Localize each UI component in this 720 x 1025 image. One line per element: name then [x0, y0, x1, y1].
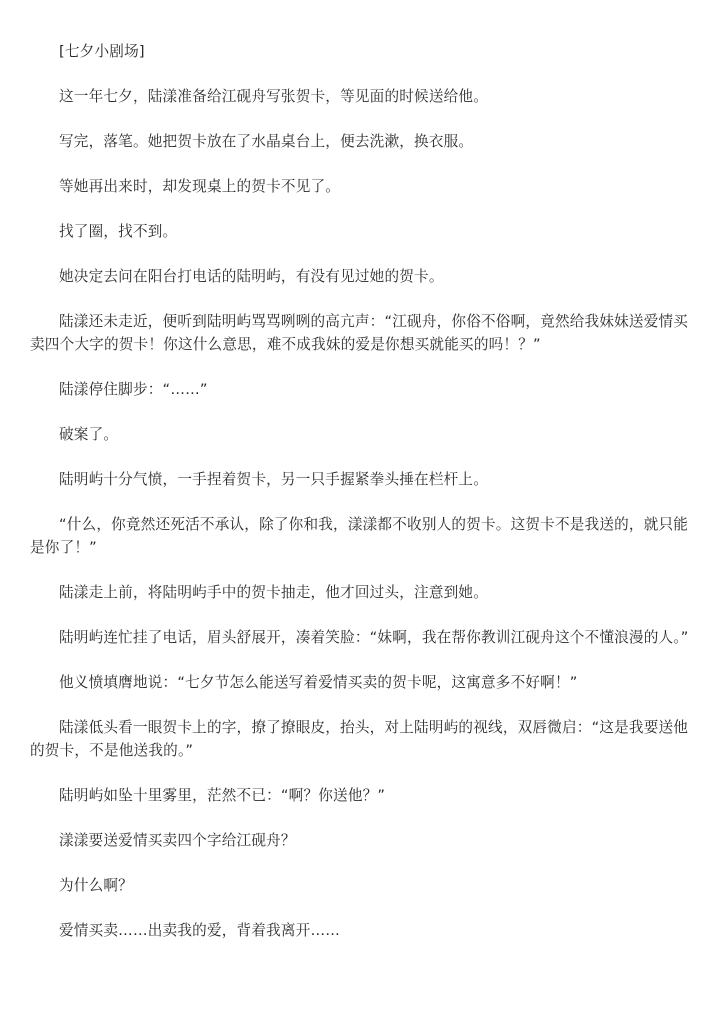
- paragraph-heading: [七夕小剧场]: [59, 43, 145, 60]
- paragraph: 找了圈，找不到。: [59, 223, 178, 240]
- paragraph: 她决定去问在阳台打电话的陆明屿，有没有见过她的贺卡。: [59, 268, 444, 285]
- paragraph: 漾漾要送爱情买卖四个字给江砚舟？: [59, 832, 296, 849]
- paragraph: 破案了。: [59, 426, 119, 443]
- paragraph: 写完，落笔。她把贺卡放在了水晶桌台上，便去洗漱，换衣服。: [59, 133, 474, 150]
- paragraph: 陆漾走上前，将陆明屿手中的贺卡抽走，他才回过头，注意到她。: [59, 584, 489, 601]
- paragraph: 陆明屿十分气愤，一手捏着贺卡，另一只手握紧拳头捶在栏杆上。: [59, 471, 489, 488]
- paragraph: 爱情买卖……出卖我的爱，背着我离开……: [59, 922, 341, 939]
- paragraph: 等她再出来时，却发现桌上的贺卡不见了。: [59, 178, 341, 195]
- paragraph: 陆明屿连忙挂了电话，眉头舒展开，凑着笑脸：“妹啊，我在帮你教训江砚舟这个不懂浪漫的人。”: [59, 629, 689, 646]
- paragraph: 他义愤填膺地说：“七夕节怎么能送写着爱情买卖的贺卡呢，这寓意多不好啊！”: [59, 674, 578, 691]
- paragraph: 陆漾停住脚步：“……”: [59, 381, 208, 398]
- paragraph: 为什么啊？: [59, 877, 133, 894]
- paragraph: 这一年七夕，陆漾准备给江砚舟写张贺卡，等见面的时候送给他。: [59, 88, 489, 105]
- paragraph: 陆漾还未走近，便听到陆明屿骂骂咧咧的高亢声：“江砚舟，你俗不俗啊，竟然给我妹妹送爱情买卖四个大字的贺卡！你这什么意思，难不成我妹的爱是你想买就能买的吗！？”: [30, 313, 689, 353]
- paragraph: 陆漾低头看一眼贺卡上的字，撩了撩眼皮，抬头，对上陆明屿的视线，双唇微启：“这是我要送他的贺卡，不是他送我的。”: [30, 719, 689, 759]
- paragraph: 陆明屿如坠十里雾里，茫然不已：“啊？你送他？”: [59, 787, 386, 804]
- paragraph: “什么，你竟然还死活不承认，除了你和我，漾漾都不收别人的贺卡。这贺卡不是我送的，就只能是你了！”: [30, 516, 689, 556]
